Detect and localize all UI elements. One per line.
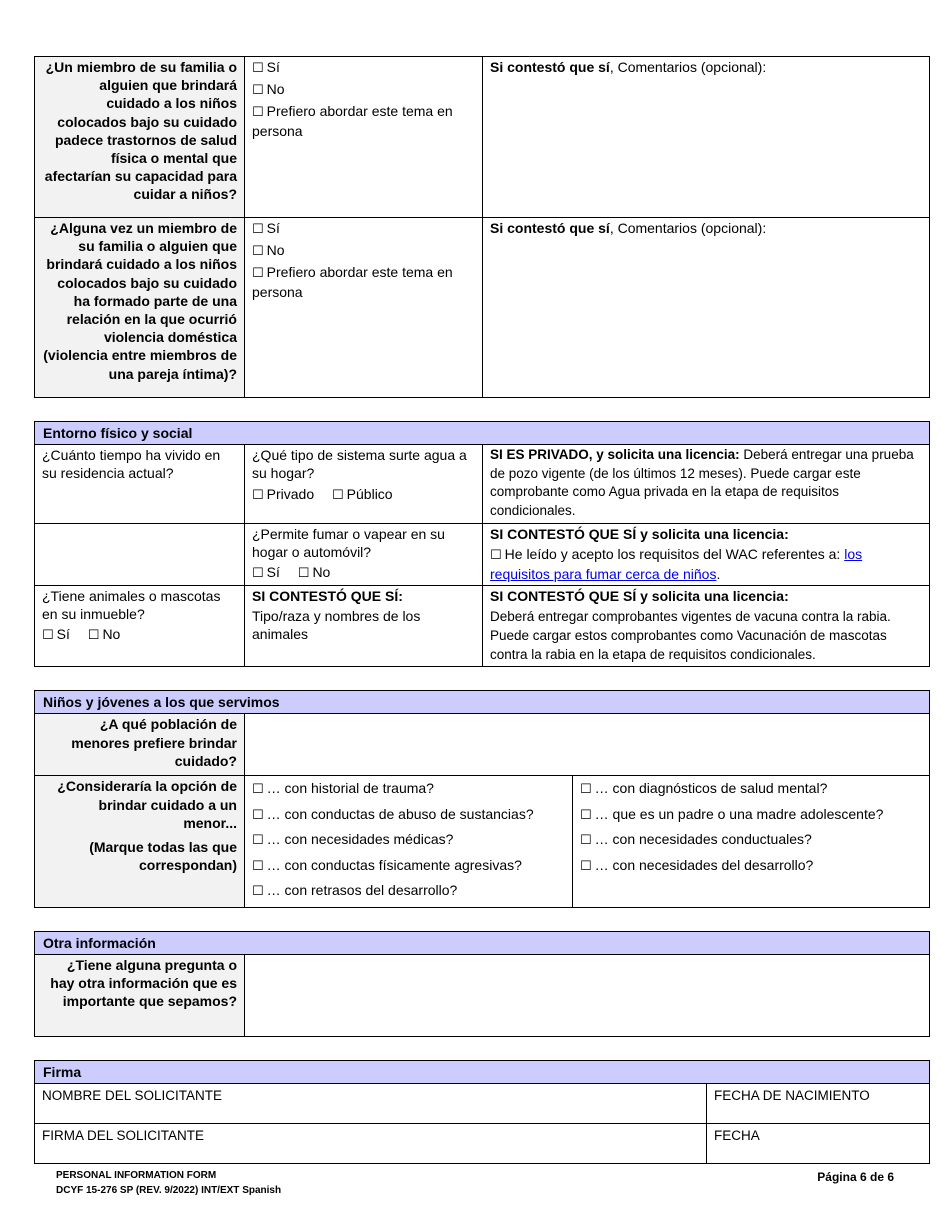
section-header-children: Niños y jóvenes a los que servimos — [35, 691, 930, 714]
other-answer[interactable] — [245, 954, 930, 1036]
population-answer[interactable] — [245, 714, 930, 776]
option-delays[interactable]: ☐ … con retrasos del desarrollo? — [252, 882, 458, 900]
option-yes[interactable]: ☐ Sí — [252, 564, 280, 582]
checkbox-icon[interactable]: ☐ — [252, 222, 264, 237]
population-question: ¿A qué población de menores prefiere brindar cuidado? — [35, 714, 245, 776]
table-row — [35, 776, 930, 907]
checkbox-icon[interactable]: ☐ — [252, 487, 264, 503]
page-footer — [56, 1169, 894, 1198]
checkbox-icon[interactable]: ☐ — [252, 265, 264, 281]
children-table — [34, 690, 930, 907]
option-teen-parent[interactable]: ☐ … que es un padre o una madre adolescente? — [580, 805, 884, 823]
checkbox-icon[interactable]: ☐ — [42, 628, 54, 644]
health-options-2 — [245, 218, 483, 398]
health-table — [34, 56, 930, 398]
health-comment-1[interactable]: Si contestó que sí, Comentarios (opcional): — [483, 57, 930, 218]
consider-options-left — [245, 776, 573, 907]
option-medical[interactable]: ☐ … con necesidades médicas? — [252, 831, 454, 849]
table-row — [35, 1083, 930, 1123]
table-row — [35, 1123, 930, 1163]
checkbox-icon[interactable]: ☐ — [252, 82, 264, 98]
checkbox-icon[interactable]: ☐ — [490, 547, 502, 563]
option-developmental[interactable]: ☐ … con necesidades del desarrollo? — [580, 856, 814, 874]
option-mental-health[interactable]: ☐ … con diagnósticos de salud mental? — [580, 780, 828, 798]
option-substance[interactable]: ☐ … con conductas de abuso de sustancias? — [252, 805, 534, 823]
checkbox-icon[interactable]: ☐ — [252, 782, 264, 798]
option-private[interactable]: ☐ Privado — [252, 485, 315, 503]
checkbox-icon[interactable]: ☐ — [87, 628, 100, 644]
option-in-person[interactable]: ☐ Prefiero abordar este tema en persona — [252, 102, 453, 139]
table-row — [35, 57, 930, 218]
checkbox-icon[interactable]: ☐ — [252, 243, 264, 259]
applicant-signature-field[interactable]: FIRMA DEL SOLICITANTE — [35, 1123, 707, 1163]
option-no[interactable]: ☐ No — [297, 564, 331, 582]
option-in-person[interactable]: ☐ Prefiero abordar este tema en persona — [252, 263, 453, 300]
table-row — [35, 585, 930, 666]
water-question: ¿Qué tipo de sistema surte agua a su hogar? ☐ Privado ☐ Público — [245, 445, 483, 524]
checkbox-icon[interactable]: ☐ — [252, 807, 264, 823]
other-question: ¿Tiene alguna pregunta o hay otra información que es importante que sepamos? — [35, 954, 245, 1036]
option-yes[interactable]: ☐ Sí — [252, 220, 280, 237]
health-options-1 — [245, 57, 483, 218]
form-name: PERSONAL INFORMATION FORM — [56, 1170, 217, 1181]
checkbox-icon[interactable]: ☐ — [252, 61, 264, 76]
signature-table — [34, 1060, 930, 1164]
checkbox-icon[interactable]: ☐ — [297, 566, 310, 582]
option-no[interactable]: ☐ No — [87, 626, 121, 644]
consider-options-right — [573, 776, 930, 907]
health-question-2: ¿Alguna vez un miembro de su familia o alguien que brindará cuidado a los niños colocados bajo su cuidado ha formado parte de una relación en la que ocurrió violencia doméstica (violencia entre miembros de una pareja íntima)? — [35, 218, 245, 398]
option-trauma[interactable]: ☐ … con historial de trauma? — [252, 780, 434, 798]
pets-question: ¿Tiene animales o mascotas en su inmueble? ☐ Sí ☐ No — [35, 585, 245, 666]
page-number: Página 6 de 6 — [817, 1170, 894, 1184]
consider-question: ¿Consideraría la opción de brindar cuidado a un menor... (Marque todas las que correspondan) — [35, 776, 245, 907]
birth-date-field[interactable]: FECHA DE NACIMIENTO — [707, 1083, 930, 1123]
section-header-environment: Entorno físico y social — [35, 422, 930, 445]
checkbox-icon[interactable]: ☐ — [580, 782, 592, 798]
date-field[interactable]: FECHA — [707, 1123, 930, 1163]
form-page — [34, 56, 930, 1164]
applicant-name-field[interactable]: NOMBRE DEL SOLICITANTE — [35, 1083, 707, 1123]
table-row — [35, 714, 930, 776]
checkbox-icon[interactable]: ☐ — [580, 807, 592, 823]
table-row — [35, 218, 930, 398]
health-comment-2[interactable]: Si contestó que sí, Comentarios (opcional): — [483, 218, 930, 398]
checkbox-icon[interactable]: ☐ — [580, 833, 592, 849]
option-behavioral[interactable]: ☐ … con necesidades conductuales? — [580, 831, 812, 849]
residence-question[interactable]: ¿Cuánto tiempo ha vivido en su residencia actual? — [35, 445, 245, 524]
other-table — [34, 931, 930, 1037]
health-question-1: ¿Un miembro de su familia o alguien que brindará cuidado a los niños colocados bajo su cuidado padece trastornos de salud física o mental que afectarían su capacidad para cuidar a niños? — [35, 57, 245, 218]
checkbox-icon[interactable]: ☐ — [252, 884, 264, 900]
option-no[interactable]: ☐ No — [252, 241, 285, 259]
empty-cell — [35, 523, 245, 585]
pets-note: SI CONTESTÓ QUE SÍ y solicita una licencia: Deberá entregar comprobantes vigentes de vacuna contra la rabia. Puede cargar estos comprobantes como Vacunación de mascotas contra la rabia en la etapa de requisitos condicionales. — [483, 585, 930, 666]
checkbox-icon[interactable]: ☐ — [252, 833, 264, 849]
form-id: DCYF 15-276 SP (REV. 9/2022) INT/EXT Spanish — [56, 1184, 282, 1196]
environment-table — [34, 421, 930, 667]
section-header-signature: Firma — [35, 1060, 930, 1083]
section-header-other: Otra información — [35, 931, 930, 954]
checkbox-icon[interactable]: ☐ — [252, 858, 264, 874]
table-row — [35, 445, 930, 524]
checkbox-icon[interactable]: ☐ — [252, 566, 264, 582]
checkbox-icon[interactable]: ☐ — [580, 858, 592, 874]
water-note: SI ES PRIVADO, y solicita una licencia: Deberá entregar una prueba de pozo vigente (de los últimos 12 meses). Puede cargar este comprobante como Agua privada en la etapa de requisitos condicionales. — [483, 445, 930, 524]
checkbox-icon[interactable]: ☐ — [332, 487, 344, 503]
option-yes[interactable]: ☐ Sí — [42, 626, 70, 644]
option-yes[interactable]: ☐ Sí — [252, 59, 280, 76]
option-public[interactable]: ☐ Público — [332, 485, 393, 503]
table-row — [35, 954, 930, 1036]
smoking-question: ¿Permite fumar o vapear en su hogar o automóvil? ☐ Sí ☐ No — [245, 523, 483, 585]
option-aggressive[interactable]: ☐ … con conductas físicamente agresivas? — [252, 856, 522, 874]
table-row — [35, 523, 930, 585]
smoking-note: SI CONTESTÓ QUE SÍ y solicita una licencia: ☐ He leído y acepto los requisitos del WAC referentes a: los requisitos para fumar cerca de niños. — [483, 523, 930, 585]
pets-details[interactable]: SI CONTESTÓ QUE SÍ: Tipo/raza y nombres de los animales — [245, 585, 483, 666]
checkbox-icon[interactable]: ☐ — [252, 104, 264, 120]
option-no[interactable]: ☐ No — [252, 80, 285, 98]
smoking-requirements-link[interactable]: los requisitos para fumar cerca de niños — [490, 545, 863, 582]
